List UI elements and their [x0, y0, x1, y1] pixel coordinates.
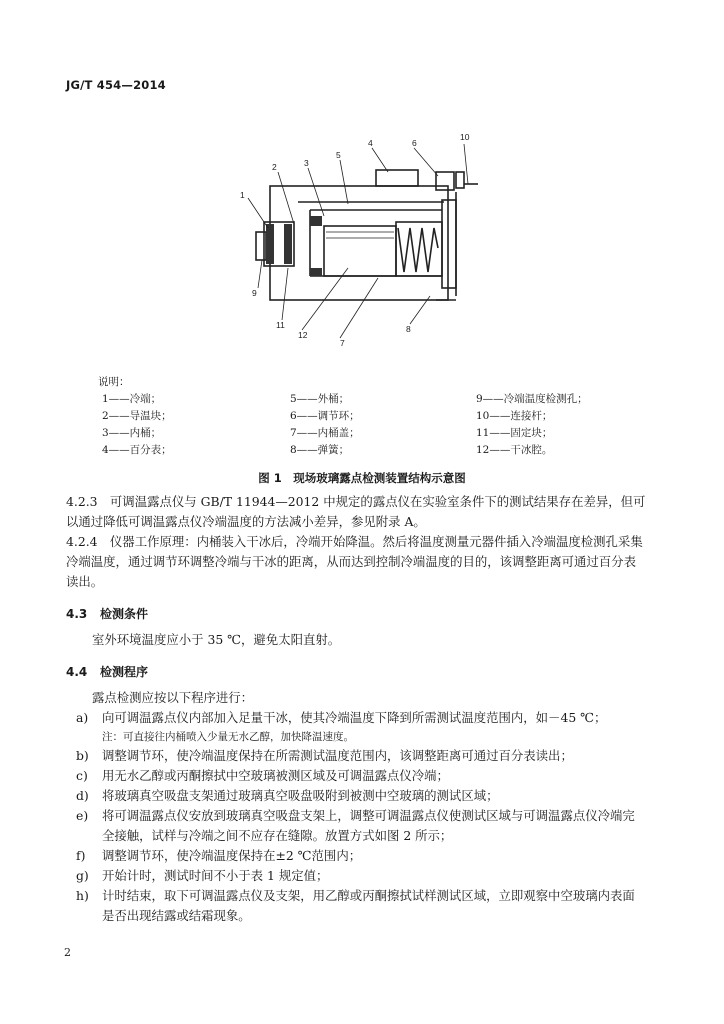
section-heading-4-4	[66, 662, 646, 682]
step-text: 将可调温露点仪安放到玻璃真空吸盘支架上，调整可调温露点仪使测试区域与可调温露点仪冷端完全接触，试样与冷端之间不应存在缝隙。放置方式如图 2 所示；	[102, 808, 635, 843]
document-code-header: JG/T 454—2014	[66, 78, 166, 92]
paragraph-4-2-3: 4.2.3 可调温露点仪与 GB/T 11944—2012 中规定的露点仪在实验室条件下的测试结果存在差异，但可以通过降低可调温露点仪冷端温度的方法减小差异，参见附录 A。	[66, 494, 646, 529]
legend-item: 9——冷端温度检测孔；	[476, 393, 588, 405]
label-10: 10	[460, 132, 470, 142]
step-note: 注：可直接往内桶喷入少量无水乙醇，加快降温速度。	[102, 731, 354, 743]
step-text: 调整调节环，使冷端温度保持在所需测试温度范围内，该调整距离可通过百分表读出；	[102, 748, 573, 763]
legend-item: 8——弹簧；	[290, 444, 350, 456]
label-6: 6	[412, 138, 417, 148]
legend-item: 5——外桶；	[290, 393, 350, 405]
step-text: 调整调节环，使冷端温度保持在±2 ℃范围内；	[102, 848, 362, 863]
label-8: 8	[406, 324, 411, 334]
figure-caption: 图 1 现场玻璃露点检测装置结构示意图	[258, 471, 466, 485]
legend-column-2	[286, 391, 472, 459]
label-1: 1	[240, 190, 245, 200]
step-text: 用无水乙醇或丙酮擦拭中空玻璃被测区域及可调温露点仪冷端；	[102, 768, 449, 783]
procedure-step	[66, 746, 646, 766]
section-4-3-text: 室外环境温度应小于 35 ℃，避免太阳直射。	[92, 632, 341, 647]
page-number: 2	[64, 946, 71, 959]
legend-column-1	[98, 391, 286, 459]
section-4-4-intro: 露点检测应按以下程序进行：	[92, 690, 254, 705]
procedure-step	[66, 786, 646, 806]
step-label: f)	[76, 848, 86, 863]
step-label: d)	[76, 788, 89, 803]
body-text	[66, 492, 646, 926]
step-label: a)	[76, 710, 89, 725]
step-label: c)	[76, 768, 88, 783]
step-label: b)	[76, 748, 89, 763]
step-text: 计时结束，取下可调温露点仪及支架，用乙醇或丙酮擦拭试样测试区域，立即观察中空玻璃内表面是否出现结露或结霜现象。	[102, 888, 635, 923]
legend-item: 6——调节环；	[290, 410, 360, 422]
procedure-step	[66, 766, 646, 786]
label-11: 11	[276, 320, 285, 330]
label-5: 5	[336, 150, 341, 160]
section-title: 检测条件	[100, 607, 149, 621]
step-label: h)	[76, 888, 89, 903]
procedure-step	[66, 846, 646, 866]
legend-item: 7——内桶盖；	[290, 427, 360, 439]
legend-item: 1——冷端；	[102, 393, 162, 405]
section-number: 4.4	[66, 665, 88, 679]
section-heading-4-3	[66, 604, 646, 624]
label-9: 9	[252, 288, 257, 298]
step-text: 开始计时，测试时间不小于表 1 规定值；	[102, 868, 329, 883]
legend-title: 说明：	[98, 376, 130, 388]
label-4: 4	[368, 138, 373, 148]
legend-item: 10——连接杆；	[476, 410, 553, 422]
legend-item: 4——百分表；	[102, 444, 172, 456]
step-text: 将玻璃真空吸盘支架通过玻璃真空吸盘吸附到被测中空玻璃的测试区域；	[102, 788, 499, 803]
label-7: 7	[340, 338, 345, 348]
figure-legend	[98, 374, 658, 459]
paragraph-4-2-4: 4.2.4 仪器工作原理：内桶装入干冰后，冷端开始降温。然后将温度测量元器件插入冷端温度检测孔采集冷端温度，通过调节环调整冷端与干冰的距离，从而达到控制冷端温度的目的，该调整距离可通过百分表读出。	[66, 534, 643, 589]
procedure-step	[66, 886, 646, 926]
step-label: e)	[76, 808, 89, 823]
procedure-step	[66, 866, 646, 886]
legend-item: 3——内桶；	[102, 427, 162, 439]
legend-item: 11——固定块；	[476, 427, 553, 439]
label-12: 12	[298, 330, 308, 340]
section-number: 4.3	[66, 607, 88, 621]
step-text: 向可调温露点仪内部加入足量干冰，使其冷端温度下降到所需测试温度范围内，如－45 ℃；	[102, 710, 607, 725]
device-structure-diagram	[228, 128, 518, 358]
legend-item: 2——导温块；	[102, 410, 172, 422]
step-label: g)	[76, 868, 89, 883]
procedure-step	[66, 806, 646, 846]
label-3: 3	[304, 158, 309, 168]
procedure-step	[66, 708, 646, 728]
legend-item: 12——干冰腔。	[476, 444, 553, 456]
legend-column-3	[472, 391, 658, 459]
label-2: 2	[272, 162, 277, 172]
section-title: 检测程序	[100, 665, 149, 679]
